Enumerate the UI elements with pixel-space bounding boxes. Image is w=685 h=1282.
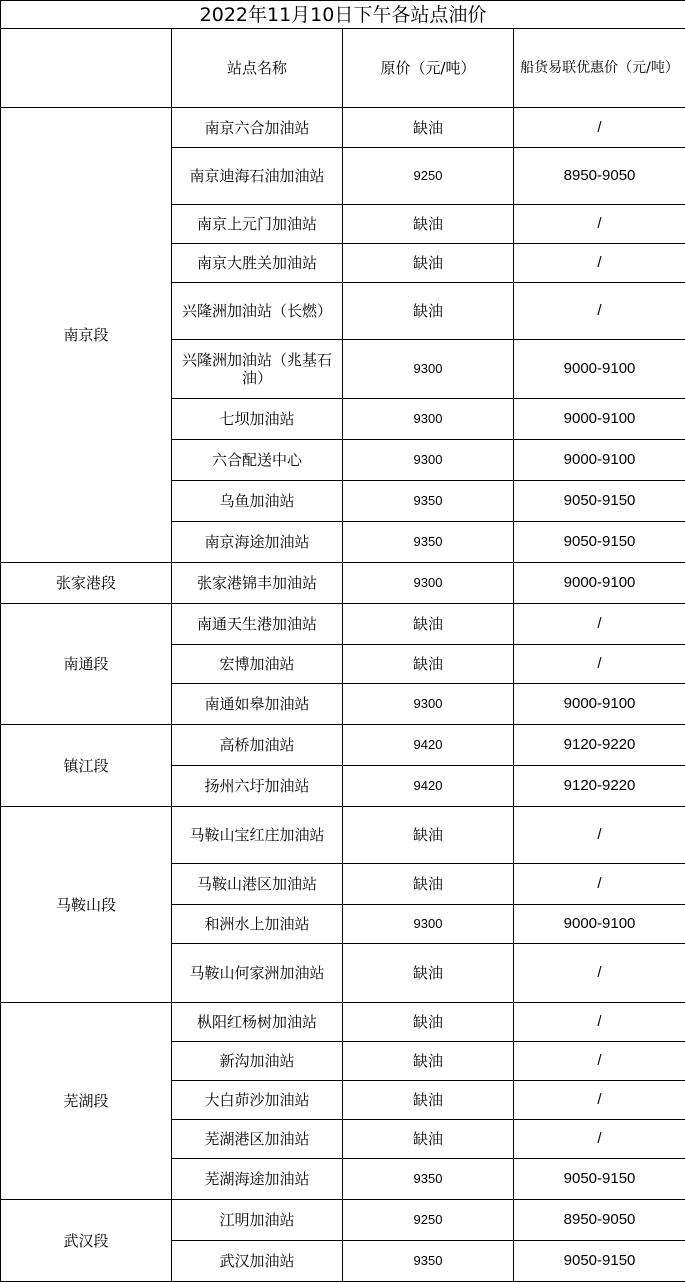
table-row [1,725,685,766]
original-price-cell: 缺油 [343,1003,514,1042]
original-price-cell: 9300 [343,905,514,944]
station-name-cell: 南京上元门加油站 [172,205,343,244]
original-price-cell: 缺油 [343,108,514,148]
original-price-cell: 缺油 [343,244,514,283]
original-price-cell: 9300 [343,440,514,481]
original-price-cell: 9350 [343,481,514,522]
station-name-cell: 枞阳红杨树加油站 [172,1003,343,1042]
station-name-cell: 大白茆沙加油站 [172,1081,343,1120]
discount-price-cell: 9050-9150 [514,522,685,563]
discount-price-cell: / [514,864,685,905]
station-name-cell: 扬州六圩加油站 [172,766,343,807]
discount-price-cell: / [514,1081,685,1120]
station-name-cell: 马鞍山港区加油站 [172,864,343,905]
discount-price-cell: 9000-9100 [514,563,685,604]
station-name-cell: 马鞍山宝红庄加油站 [172,807,343,864]
original-price-cell: 9300 [343,684,514,725]
original-price-cell: 9350 [343,1241,514,1282]
discount-price-cell: / [514,1042,685,1081]
original-price-cell: 9350 [343,522,514,563]
discount-price-cell: / [514,283,685,340]
discount-price-cell: 9050-9150 [514,1241,685,1282]
station-name-cell: 六合配送中心 [172,440,343,481]
station-name-cell: 七坝加油站 [172,399,343,440]
table-row [1,807,685,864]
station-name-cell: 芜湖港区加油站 [172,1120,343,1159]
station-name-cell: 南京迪海石油加油站 [172,148,343,205]
table-row [1,1003,685,1042]
station-name-cell: 兴隆洲加油站（兆基石油） [172,340,343,399]
discount-price-cell: / [514,1003,685,1042]
discount-price-cell: 9000-9100 [514,440,685,481]
discount-price-cell: / [514,1120,685,1159]
original-price-cell: 缺油 [343,944,514,1003]
header-original-price: 原价（元/吨） [343,29,514,108]
original-price-cell: 缺油 [343,1081,514,1120]
discount-price-cell: / [514,205,685,244]
discount-price-cell: / [514,645,685,684]
station-name-cell: 宏博加油站 [172,645,343,684]
discount-price-cell: 8950-9050 [514,1200,685,1241]
table-row [1,1200,685,1241]
station-name-cell: 南京海途加油站 [172,522,343,563]
station-name-cell: 新沟加油站 [172,1042,343,1081]
discount-price-cell: 9120-9220 [514,766,685,807]
discount-price-cell: / [514,108,685,148]
original-price-cell: 9250 [343,148,514,205]
original-price-cell: 缺油 [343,604,514,645]
segment-cell: 南京段 [1,108,172,563]
original-price-cell: 缺油 [343,864,514,905]
discount-price-cell: 9000-9100 [514,399,685,440]
station-name-cell: 南通天生港加油站 [172,604,343,645]
original-price-cell: 缺油 [343,1042,514,1081]
original-price-cell: 9420 [343,766,514,807]
station-name-cell: 乌鱼加油站 [172,481,343,522]
station-name-cell: 高桥加油站 [172,725,343,766]
station-name-cell: 武汉加油站 [172,1241,343,1282]
original-price-cell: 9300 [343,399,514,440]
discount-price-cell: 9050-9150 [514,481,685,522]
table-row [1,563,685,604]
original-price-cell: 缺油 [343,205,514,244]
table-row [1,108,685,148]
station-name-cell: 芜湖海途加油站 [172,1159,343,1200]
header-discount-price: 船货易联优惠价（元/吨） [514,29,685,108]
original-price-cell: 缺油 [343,807,514,864]
original-price-cell: 9300 [343,340,514,399]
station-name-cell: 南京六合加油站 [172,108,343,148]
station-name-cell: 江明加油站 [172,1200,343,1241]
table-title: 2022年11月10日下午各站点油价 [1,1,685,29]
segment-cell: 张家港段 [1,563,172,604]
station-name-cell: 南通如皋加油站 [172,684,343,725]
segment-cell: 南通段 [1,604,172,725]
discount-price-cell: / [514,604,685,645]
discount-price-cell: / [514,944,685,1003]
segment-cell: 马鞍山段 [1,807,172,1003]
discount-price-cell: 9120-9220 [514,725,685,766]
original-price-cell: 缺油 [343,283,514,340]
header-station-name: 站点名称 [172,29,343,108]
discount-price-cell: 9000-9100 [514,684,685,725]
table-row [1,604,685,645]
original-price-cell: 9250 [343,1200,514,1241]
station-name-cell: 南京大胜关加油站 [172,244,343,283]
discount-price-cell: / [514,807,685,864]
table-body [1,108,685,1282]
original-price-cell: 9350 [343,1159,514,1200]
station-name-cell: 张家港锦丰加油站 [172,563,343,604]
discount-price-cell: 9000-9100 [514,340,685,399]
discount-price-cell: 9050-9150 [514,1159,685,1200]
station-name-cell: 马鞍山何家洲加油站 [172,944,343,1003]
original-price-cell: 缺油 [343,1120,514,1159]
original-price-cell: 9420 [343,725,514,766]
segment-cell: 武汉段 [1,1200,172,1282]
header-segment [1,29,172,108]
discount-price-cell: / [514,244,685,283]
segment-cell: 镇江段 [1,725,172,807]
segment-cell: 芜湖段 [1,1003,172,1200]
discount-price-cell: 8950-9050 [514,148,685,205]
original-price-cell: 9300 [343,563,514,604]
original-price-cell: 缺油 [343,645,514,684]
station-name-cell: 兴隆洲加油站（长燃） [172,283,343,340]
discount-price-cell: 9000-9100 [514,905,685,944]
station-name-cell: 和洲水上加油站 [172,905,343,944]
